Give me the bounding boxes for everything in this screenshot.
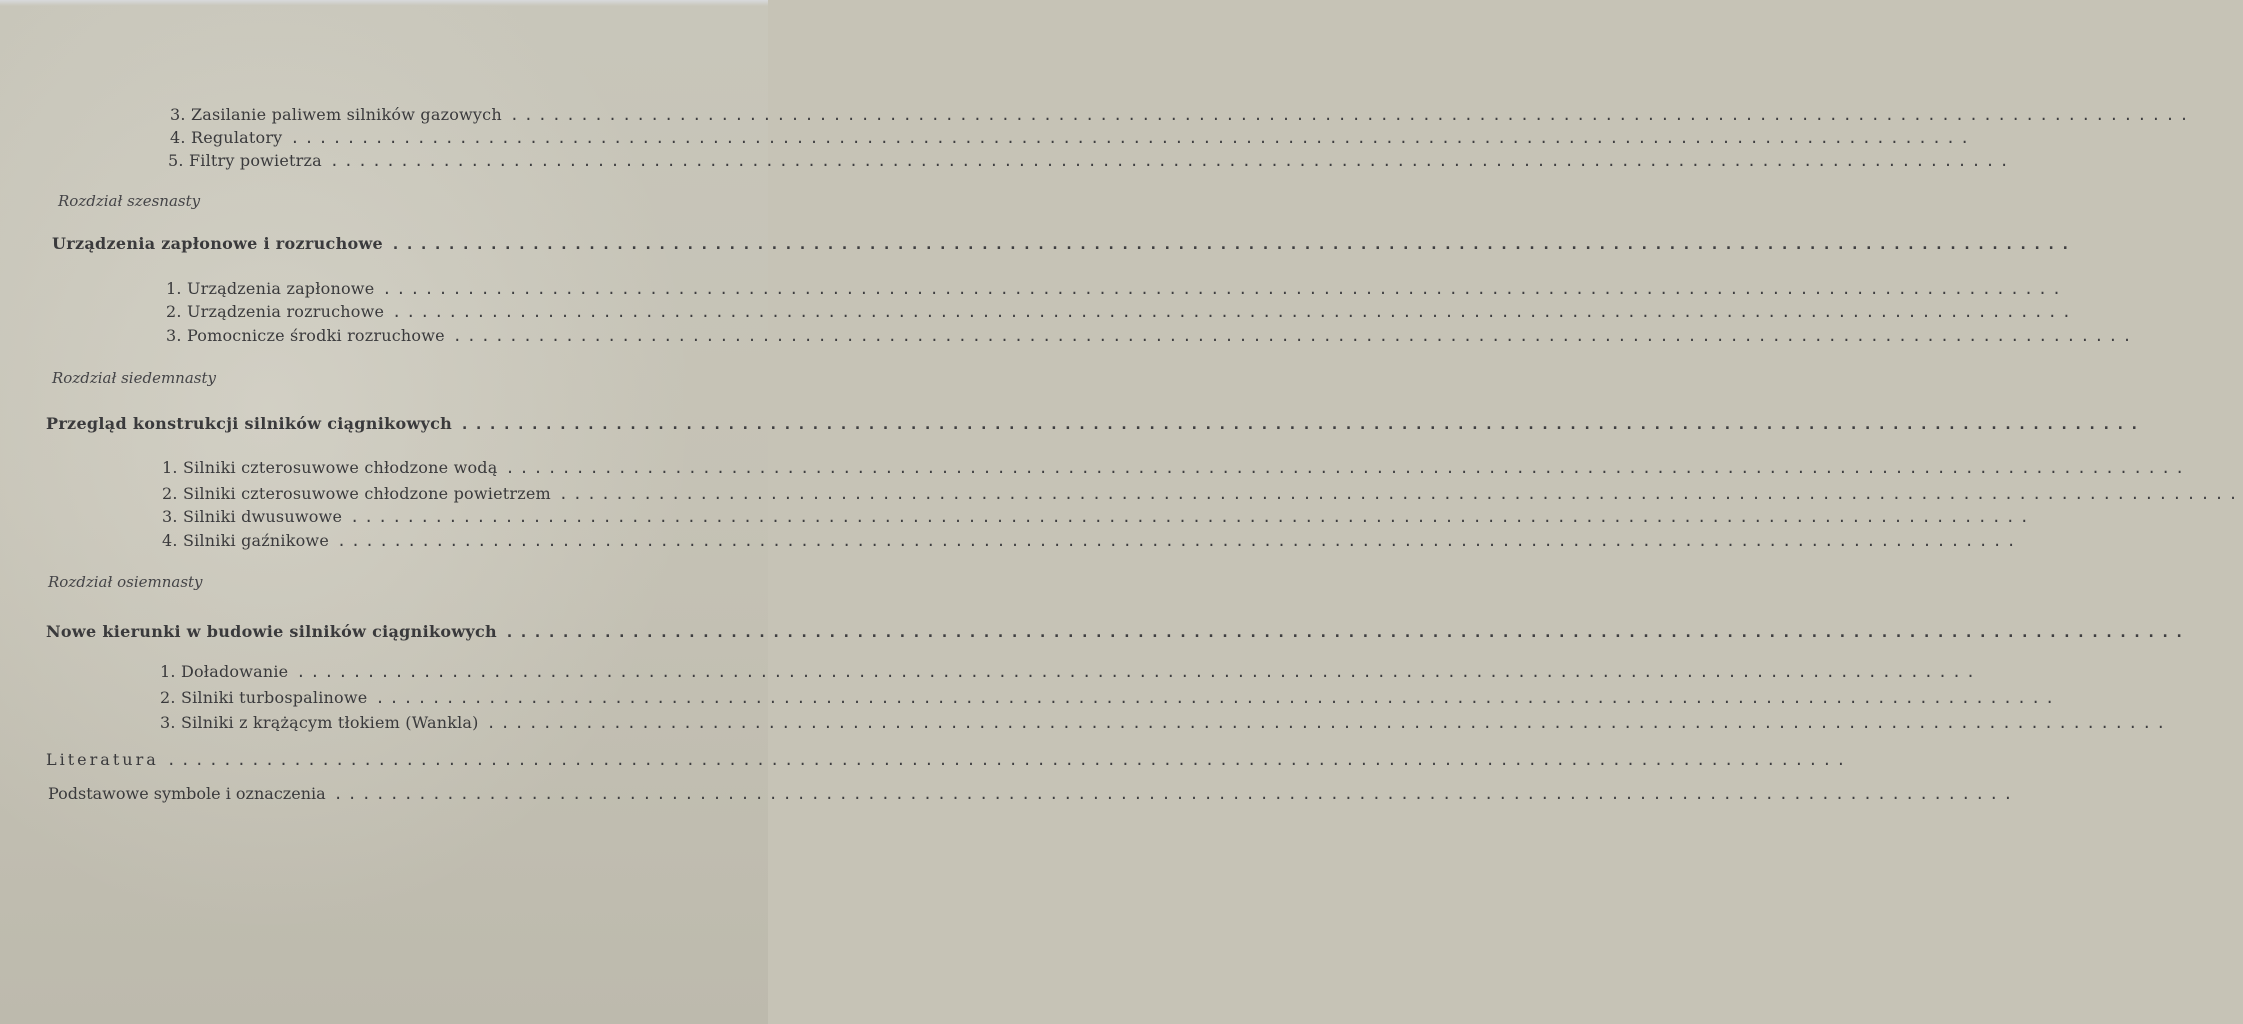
dot-leader: ........................................................................................................................ — [382, 280, 2067, 298]
dot-leader: ........................................................................................................................ — [452, 327, 2137, 345]
toc-entry — [166, 326, 2137, 348]
toc-entry — [170, 105, 2194, 127]
toc-entry — [160, 688, 2060, 710]
chapter-label: Rozdział szesnasty — [58, 192, 201, 210]
chapter-title-entry — [52, 234, 2075, 256]
toc-entry — [170, 128, 1975, 150]
dot-leader: ........................................................................................................................ — [296, 663, 1981, 681]
toc-entry-text: 3. Zasilanie paliwem silników gazowych — [170, 105, 502, 124]
toc-entry-text: 4. Regulatory — [170, 128, 283, 147]
toc-entry — [162, 484, 2243, 506]
toc-entry — [162, 507, 2034, 529]
chapter-title-entry — [46, 622, 2189, 644]
dot-leader: ........................................................................................................................ — [290, 129, 1975, 147]
toc-entry — [168, 151, 2014, 173]
dot-leader: ........................................................................................................................ — [505, 459, 2190, 477]
dot-leader: ........................................................................................................................ — [486, 714, 2171, 732]
toc-entry-text: 1. Silniki czterosuwowe chłodzone wodą — [162, 458, 498, 477]
toc-entry — [162, 458, 2190, 480]
dot-leader: ........................................................................................................................ — [166, 751, 1851, 769]
toc-entry-text: 1. Urządzenia zapłonowe — [166, 279, 375, 298]
toc-entry — [160, 713, 2171, 735]
toc-entry-symbols — [48, 784, 2018, 806]
dot-leader: ........................................................................................................................ — [558, 485, 2243, 503]
toc-entry-text: 1. Doładowanie — [160, 662, 289, 681]
chapter-title: Urządzenia zapłonowe i rozruchowe — [52, 234, 384, 253]
dot-leader: ........................................................................................................................ — [392, 303, 2076, 321]
dot-leader: ........................................................................................................................ — [391, 235, 2075, 253]
dot-leader: ........................................................................................................................ — [350, 508, 2034, 526]
chapter-title: Przegląd konstrukcji silników ciągnikowych — [46, 414, 453, 433]
dot-leader: ........................................................................................................................ — [329, 152, 2014, 170]
toc-entry — [166, 302, 2076, 324]
toc-entry-text: 3. Silniki z krążącym tłokiem (Wankla) — [160, 713, 479, 732]
toc-entry-text: 2. Silniki czterosuwowe chłodzone powietrzem — [162, 484, 551, 503]
chapter-title-entry — [46, 414, 2144, 436]
toc-entry — [162, 531, 2021, 553]
toc-entry-text: 3. Silniki dwusuwowe — [162, 507, 343, 526]
dot-leader: ........................................................................................................................ — [375, 689, 2060, 707]
page-top-edge — [0, 0, 768, 6]
chapter-title: Nowe kierunki w budowie silników ciągnikowych — [46, 622, 497, 641]
toc-entry-text: Podstawowe symbole i oznaczenia — [48, 784, 326, 803]
toc-entry-text: Literatura — [46, 750, 159, 769]
toc-entry-text: 4. Silniki gaźnikowe — [162, 531, 329, 550]
toc-entry-literature — [46, 750, 1851, 772]
dot-leader: ........................................................................................................................ — [460, 415, 2144, 433]
toc-entry-text: 2. Urządzenia rozruchowe — [166, 302, 385, 321]
chapter-label: Rozdział osiemnasty — [48, 573, 203, 591]
toc-entry-text: 2. Silniki turbospalinowe — [160, 688, 368, 707]
dot-leader: ........................................................................................................................ — [333, 785, 2018, 803]
chapter-label: Rozdział siedemnasty — [52, 369, 216, 387]
dot-leader: ........................................................................................................................ — [504, 623, 2189, 641]
dot-leader: ........................................................................................................................ — [509, 106, 2194, 124]
toc-entry — [166, 279, 2067, 301]
dot-leader: ........................................................................................................................ — [337, 532, 2021, 550]
toc-entry-text: 5. Filtry powietrza — [168, 151, 322, 170]
toc-entry-text: 3. Pomocnicze środki rozruchowe — [166, 326, 445, 345]
toc-entry — [160, 662, 1981, 684]
